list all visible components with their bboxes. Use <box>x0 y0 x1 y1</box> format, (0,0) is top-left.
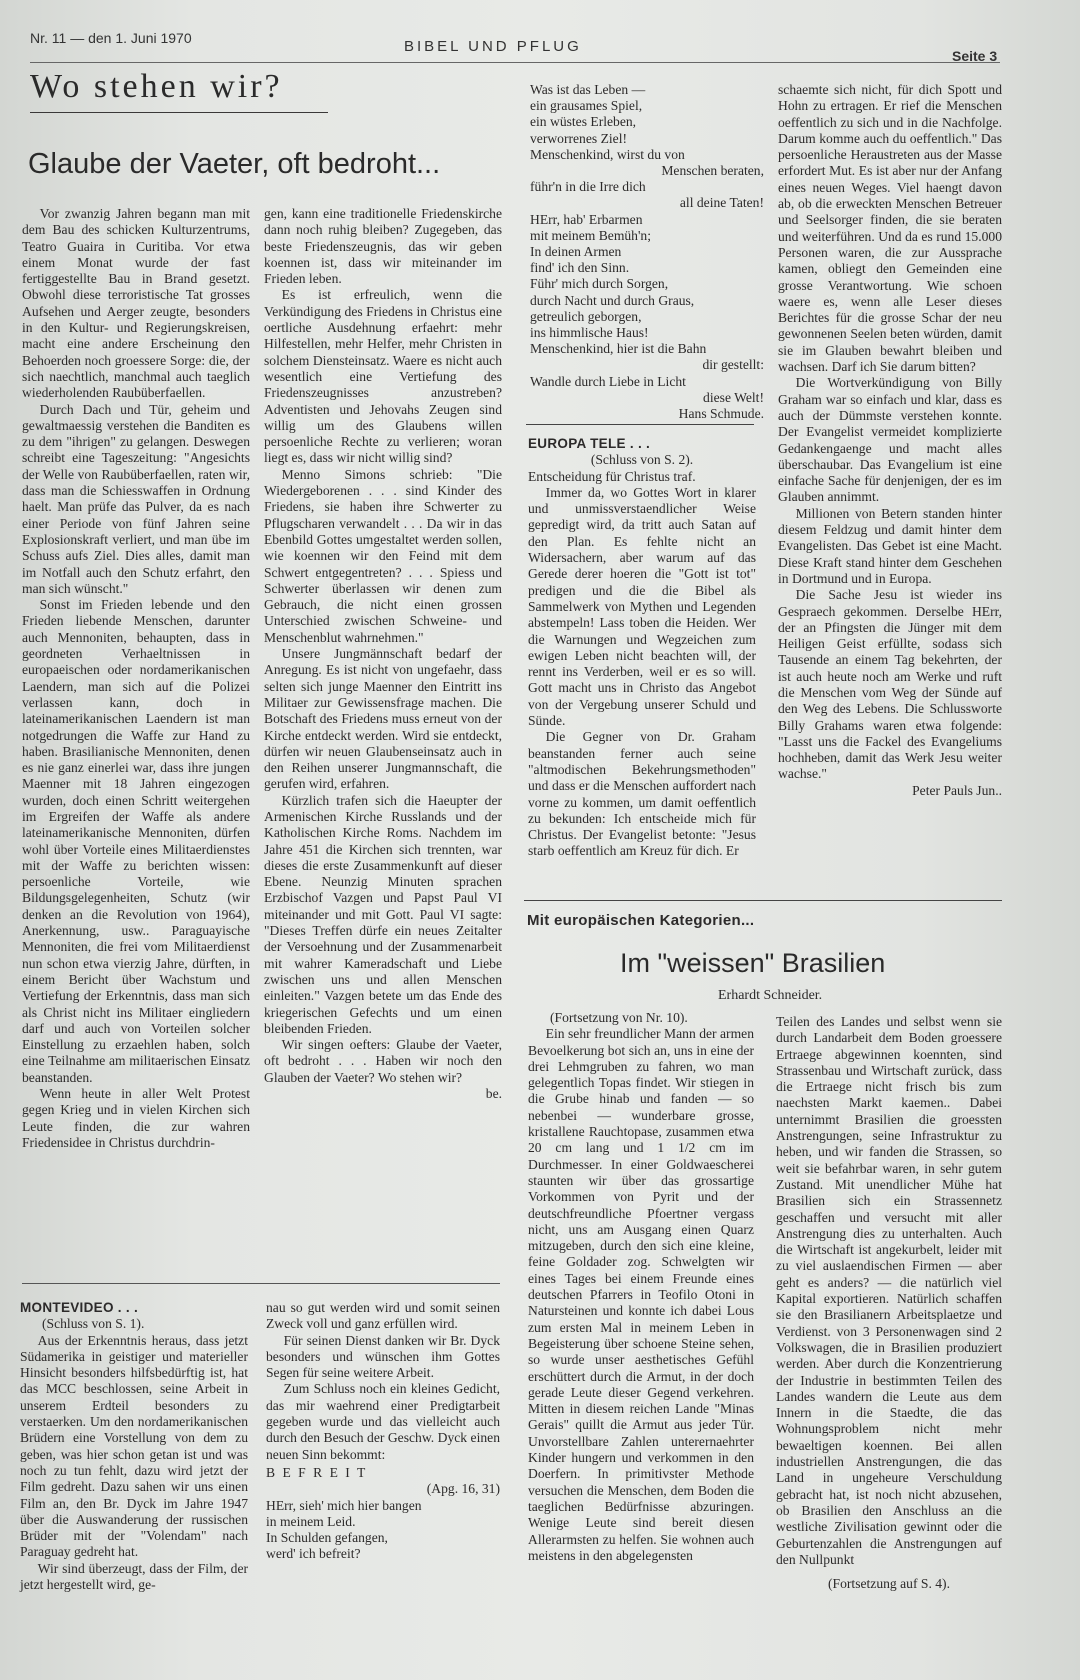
poem-line: Menschenkind, hier ist die Bahn <box>530 341 707 357</box>
poem-line: ein grausames Spiel, <box>530 98 643 114</box>
paragraph: Wir singen oefters: Glaube der Vaeter, oft bedroht . . . Haben wir noch den Glauben der Vaeter? Wo stehen wir? <box>264 1037 502 1085</box>
poem-line: Menschenkind, wirst du von <box>530 146 685 162</box>
continuation-note: (Fortsetzung von Nr. 10). <box>550 1010 688 1025</box>
brasilien-column-1 <box>528 1010 754 1564</box>
paragraph: Zum Schluss noch ein kleines Gedicht, das mir waehrend einer Predigtarbeit gegeben wurde und das vielleicht auch durch den Besuch der Geschw. Dyck einen neuen Sinn bekommt: <box>266 1381 500 1462</box>
article-signature: be. <box>485 1086 502 1102</box>
poem-line: mit meinem Bemüh'n; <box>530 227 652 243</box>
article1-column-2 <box>264 206 502 1102</box>
paragraph: Es ist erfreulich, wenn die Verkündigung des Friedens in Christus eine oertliche Ausdehnung erfaehrt: mehr Hilfestellen, mehr Helfer, mehr Christen in solchem Diensteinsatz. Waere es nicht auch wesentlich eine Vertiefung des Friedenszeugnisses anzustreben? Adventisten und Jehovahs Zeugen sind willig um des Glaubens willen persoenliche Rechte zu verlieren; woran liegt es, dass wir nicht willig sind? <box>264 287 502 466</box>
europa-tele-article <box>528 436 756 860</box>
continuation-note: (Schluss von S. 2). <box>590 452 694 468</box>
paragraph: Teilen des Landes und selbst wenn sie durch Landarbeit dem Boden groessere Ertraege abgewinnen koennten, sind Strassenbau und Wirtschaft zurück, dass die Ertraege nicht frisch bis zum naechsten Markt kaemen.. Dabei unternimmt Brasilien die groessten Anstrengungen, seine Infrastruktur zu heben, und wir fanden die Strassen, so weit sie befahrbar waren, in sehr gutem Zustand. Mit unendlicher Mühe hat Brasilien sich ein Strassennetz geschaffen und versucht mit aller Anstrengung dies zu unterhalten. Auch die Wirtschaft ist angekurbelt, leider mit zu viel auslaendischen Firmen — aber geht es anders? — die natürlich viel Kapital exportieren. Natürlich schaffen sie den Brasilianern Arbeitsplaetze und Verdienst. von 3 Personenwagen sind 2 Volkswagen, die in Brasilien produziert werden. Aber durch die Konzentrierung der Industrie in bestimmten Teilen des Landes wandern die Leute aus dem Innern in die Staedte, die das Wohnungsproblem nicht mehr bewaeltigen koennen. Bei allen industriellen Anstrengungen, die das Land in ungeheure Verschuldung gebracht hat, ist noch nicht abzusehen, ob Brasilien den Anschluss an die westliche Zivilisation gewinnt oder die Geburtenzahlen die Anstrengungen auf den Nullpunkt <box>776 1014 1002 1567</box>
continuation-note: (Schluss von S. 1). <box>42 1316 145 1332</box>
paragraph: Entscheidung für Christus traf. <box>528 468 696 484</box>
europa-tele-continued <box>778 82 1002 799</box>
poem-line: durch Nacht und durch Graus, <box>530 292 695 308</box>
header-rule <box>30 62 1000 63</box>
paragraph: Für seinen Dienst danken wir Br. Dyck besonders und wünschen ihm Gottes Segen für seine weitere Arbeit. <box>266 1332 500 1381</box>
paragraph: Ein sehr freundlicher Mann der armen Bevoelkerung bot sich an, uns in eine der drei Lehmgruben zu fahren, wo man gelegentlich Topas findet. Wir stiegen in die Grube hinab und fanden — so nebenbei — wunderbare grosse, kristallene Rauchtopase, zusammen etwa 20 cm lang und 1 1/2 cm im Durchmesser. In einer Goldwaescherei staunten wir über das grossartige Vorkommen von Pyrit und der deutschfreundliche Pfoertner vergass nicht, uns am Ausgang einen Quarz mitzugeben, durch den sich eine kleine, feine Goldader zog. Schwelgten wir eines Tages bei einem Freunde eines deutschen Pfarrers in Teofilo Otoni in Natursteinen und konnte ich dabei Lous zum ersten Mal in meinem Leben in Begeisterung über schoene Steine sehen, so wurde unser aesthetisches Gefühl erschüttert durch die Armut, in der doch gerade Leute dieser Gegend verkehren. Mitten in diesem reichen Lande "Minas Gerais" quillt die Armut aus jeder Tür. Unvorstellbare Zahlen unterernaehrter Kinder hungern und verkommen in den Doerfern. In primitivster Methode versuchen die Menschen, dem Boden die taeglichen Bedürfnisse abzuringen. Wenige Leute sind bereit diesen Allerarmsten zu helfen. Sie wohnen auch meistens in den abgelegensten <box>528 1026 754 1563</box>
brasilien-column-2 <box>776 1014 1002 1592</box>
brasilien-title: Im "weissen" Brasilien <box>620 948 886 978</box>
poem-line: in meinem Leid. <box>266 1513 356 1529</box>
poem-line: HErr, sieh' mich hier bangen <box>266 1497 422 1513</box>
poem-line: diese Welt! <box>703 389 764 405</box>
paragraph: Sonst im Frieden lebende und den Frieden liebende Menschen, darunter auch Mennoniten, behaupten, dass in geordneten Verhaeltnissen in europaeischen oder nordamerikanischen Laendern, man sich auf die Polizei verlassen kann, doch in lateinamerikanischen Laendern ist man notgedrungen die Waffe zur Hand zu haben. Brasilianische Mennoniten, denen es nie ganz einerlei war, dass ihre jungen Maenner mit 18 Jahren eingezogen wurden, doch einen Schritt weitergehen im Ergreifen der Waffe als andere lateinamerikanische Mennoniten, dürfen wohl über Vorteile eines Militaerdienstes mit der Waffe zu berichten wissen: persoenliche Vorteile, wie Bildungsgelegenheiten, Schutz (wir denken an die Revolution von 1964), Anerkennung, usw.. Paraguayische Mennoniten, die frei vom Militaerdienst nun schon etwa vierzig Jahre, dürften, in einem Bericht über Wachstum und Vertiefung der Erkenntnis, dass man sich als Christ nicht ins Militaer eingliedern darf und auch von Vorteilen solcher Einstellung zu erzaehlen haben, solch eine Teilnahme am militaerischen Einsatz beanstanden. <box>22 597 250 1085</box>
paragraph: Immer da, wo Gottes Wort in klarer und unmissverstaendlicher Weise gepredigt wird, da tritt auch Satan auf den Plan. Es fehlte nicht an Widersachern, aber warum auf das Gerede derer hoeren die "Gott ist tot" predigen und die die Bibel als Sammelwerk von Mythen und Legenden abstempeln! Lass toben die Heiden. Wer die Warnungen und Wegzeichen zum ewigen Leben nicht beachten will, der rennt ins Verderben, weil er es so will. Gott macht uns in Christo das Angebot von der Vergebung unserer Schuld und Sünde. <box>528 484 756 729</box>
poem-leben <box>530 82 764 422</box>
brasilien-author: Erhardt Schneider. <box>718 988 823 1003</box>
paragraph: gen, kann eine traditionelle Friedenskirche dann noch ruhig bleiben? Zugegeben, das beste Friedenszeugnis, das wir geben koennen ist, dass wir miteinander im Frieden leben. <box>264 206 502 287</box>
article1-column-1 <box>22 206 250 1151</box>
section-rule <box>526 424 754 425</box>
paragraph: nau so gut werden wird und somit seinen Zweck voll und ganz erfüllen wird. <box>266 1300 500 1332</box>
poem-line: Was ist das Leben — <box>530 82 646 97</box>
poem-line: Menschen beraten, <box>661 163 764 179</box>
poem-line: ins himmlische Haus! <box>530 325 649 341</box>
bible-reference: (Apg. 16, 31) <box>426 1481 500 1497</box>
montevideo-column-1 <box>20 1300 248 1593</box>
paragraph: Wir sind überzeugt, dass der Film, der jetzt hergestellt wird, ge- <box>20 1560 248 1593</box>
poem-line: In deinen Armen <box>530 244 622 260</box>
section-rule <box>524 900 1002 901</box>
paragraph: Wenn heute in aller Welt Protest gegen Krieg und in vielen Kirchen sich Leute finden, die zur wahren Friedensidee in Christus durchdrin- <box>22 1086 250 1150</box>
issue-date: Nr. 11 — den 1. Juni 1970 <box>30 30 192 46</box>
section-kicker: EUROPA TELE . . . <box>528 436 651 451</box>
poem-line: Wandle durch Liebe in Licht <box>530 373 686 389</box>
poem-line: führ'n in die Irre dich <box>530 179 646 195</box>
poem-line: verworrenes Ziel! <box>530 130 627 146</box>
paragraph: Die Sache Jesu ist wieder ins Gespraech gekommen. Derselbe HErr, der an Pfingsten die Jünger mit dem Heiligen Geist erfüllte, sodass sich Tausende an einem Tag bekehrten, der ist auch heute noch am Werke und ruft die Menschen vom Weg der Sünde auf den Weg des Lebens. Die Schlussworte Billy Grahams waren etwa folgende: "Lasst uns die Fackel des Evangeliums hochheben, damit das Werk Jesu weiter wachse." <box>778 587 1002 782</box>
poem-title: B E F R E I T <box>266 1464 368 1480</box>
continuation-note: (Fortsetzung auf S. 4). <box>828 1576 950 1592</box>
poem-line: werd' ich befreit? <box>266 1546 361 1562</box>
poem-author: Hans Schmude. <box>678 406 764 422</box>
paragraph: schaemte sich nicht, für dich Spott und Hohn zu ertragen. Er rief die Menschen oeffentlich zu sich und in die Nachfolge. Darum komme auch du oeffentlich." Das persoenliche Heraustreten aus der Masse erfordert Mut. Es ist aber nur der Anfang eines neuen Weges. Viel haengt davon ab, ob die erweckten Menschen Betreuer und Seelsorger finden, die sie beraten und weiterführen. Und da es rund 15.000 Personen waren, die zur Aussprache kamen, obliegt den Gemeinden eine grosse Verantwortung. Wie schoen waere es, wenn alle Leser dieses Berichtes für die grosse Schar der neu gewonnenen Seelen beten würden, damit sie im Glauben bewahrt bleiben und wachsen. Darf ich Sie darum bitten? <box>778 82 1002 375</box>
poem-line: all deine Taten! <box>679 195 764 211</box>
paragraph: Die Wortverkündigung von Billy Graham war so einfach und klar, dass es auch der Dümmste verstehen konnte. Der Evangelist vermeidet komplizierte Gedankengaenge und macht alles überschaubar. Das Evangelium ist eine einfache Sache für denjenigen, der es im Glauben annimmt. <box>778 375 1002 505</box>
paragraph: Unsere Jungmännschaft bedarf der Anregung. Es ist nicht von ungefaehr, dass selten sich junge Maenner den Eintritt ins Militaer zur Gewissensfrage machen. Die Botschaft des Friedens muss erneut von der Kirche entdeckt werden. Wird sie entdeckt, dürfen wir neuen Glaubenseinsatz auch in den Reihen unserer Jungmannschaft, die gerufen wird, erfahren. <box>264 646 502 792</box>
montevideo-column-2 <box>266 1300 500 1563</box>
paragraph: Durch Dach und Tür, geheim und gewaltmaessig verstehen die Banditen es zu dem "ihrigen" zu gelangen. Deswegen schreibt eine Tageszeitung: "Angesichts der Welle von Raubüberfaellen, raten wir, dass man die Schiesswaffen in Ordnung haelt. Man prüfe das Pulver, da es nach einer Periode von fünf Jahren seine Explosionskraft verliert, und man übe im Schuss aufs Ziel. Dies alles, damit man im Notfall auch den Schutz erfahrt, den man sich wünscht." <box>22 401 250 596</box>
article-subtitle: Glaube der Vaeter, oft bedroht... <box>28 148 441 180</box>
paragraph: Kürzlich trafen sich die Haeupter der Armenischen Kirche Russlands und der Katholischen Kirche Roms. Nachdem im Jahre 451 die Kirchen sich trennten, war dieses die erste Zusammenkunft auf dieser Ebene. Neunzig Minuten sprachen Erzbischof Vazgen und Papst Paul VI miteinander und mit Gott. Paul VI sagte: "Dieses Treffen dürfe ein neues Zeitalter der Versoehnung und der Zusammenarbeit mit wahrer Kameradschaft und Liebe zwischen uns und allen Menschen einleiten." Vazgen betete um das Ende des kriegerischen Gefechts und um einen bleibenden Frieden. <box>264 792 502 1036</box>
newspaper-name: BIBEL UND PFLUG <box>404 38 582 55</box>
paragraph: Millionen von Betern standen hinter diesem Feldzug und damit hinter dem Evangelisten. Das Gebet ist eine Macht. Diese Kraft stand hinter dem Geschehen in Dortmund und in Europa. <box>778 505 1002 586</box>
paragraph: Vor zwanzig Jahren begann man mit dem Bau des schicken Kulturzentrums, Teatro Guaira in Curitiba. Vor etwa einem Monat wurde der fast fertiggestellte Bau in Brand gesetzt. Obwohl diese terroristische Tat grosses Aufsehen und Aerger zeugte, besonders in den Kultur- und Regierungskreisen, macht eine andere Erscheinung den Behoerden noch groessere Sorge: die, der sich naechtlich, manchmal auch taeglich wiederholenden Raubüberfaellen. <box>22 206 250 401</box>
section-kicker: Mit europäischen Kategorien... <box>527 912 755 929</box>
title-underline <box>30 112 328 113</box>
poem-line: In Schulden gefangen, <box>266 1530 388 1546</box>
paragraph: Die Gegner von Dr. Graham beanstanden ferner auch seine "altmodischen Bekehrungsmethoden" und dass er die Menschen auffordert nach vorne zu kommen, um damit oeffentlich zu bekunden: Ich entscheide mich für Christus. Der Evangelist betonte: "Jesus starb oeffentlich am Kreuz für dich. Er <box>528 729 756 859</box>
paragraph: Aus der Erkenntnis heraus, dass jetzt Südamerika in geistiger und materieller Hinsicht besonders hilfsbedürftig ist, hat das MCC beschlossen, seine Arbeit in unserem Erdteil besonders zu verstaerken. Um den nordamerikanischen Brüdern eine Vorstellung von dem zu geben, was hier schon getan ist und was noch zu tun fehlt, dazu wird jetzt der Film gedreht. Dazu sahen wir uns einen Film an, den Br. Dyck im Jahre 1947 über die Auswanderung der russischen Brüder mit der "Volendam" nach Paraguay gedreht hat. <box>20 1332 248 1560</box>
poem-line: Führ' mich durch Sorgen, <box>530 276 669 292</box>
section-kicker: MONTEVIDEO . . . <box>20 1300 139 1315</box>
paragraph: Menno Simons schrieb: "Die Wiedergeborenen . . . sind Kinder des Friedens, sie haben ihre Schwerter zu Pflugscharen verwandelt . . . Da wir in das Ebenbild Gottes umgestaltet werden sollen, wie koennen wir den Feind mit dem Schwert entgegentreten? . . . Spiess und Schwerter überlassen wir denen zum Gebrauch, die nicht einen grossen Unterschied zwischen Schweine- und Menschenblut wahrnehmen." <box>264 466 502 645</box>
article-title: Wo stehen wir? <box>30 68 283 105</box>
poem-line: getreulich geborgen, <box>530 308 642 324</box>
article-author: Peter Pauls Jun.. <box>912 782 1002 798</box>
section-rule <box>22 1283 500 1284</box>
page-number: Seite 3 <box>952 48 998 64</box>
poem-line: find' ich den Sinn. <box>530 260 630 276</box>
poem-line: HErr, hab' Erbarmen <box>530 211 643 227</box>
poem-line: dir gestellt: <box>702 357 764 373</box>
poem-line: ein wüstes Erleben, <box>530 114 637 130</box>
